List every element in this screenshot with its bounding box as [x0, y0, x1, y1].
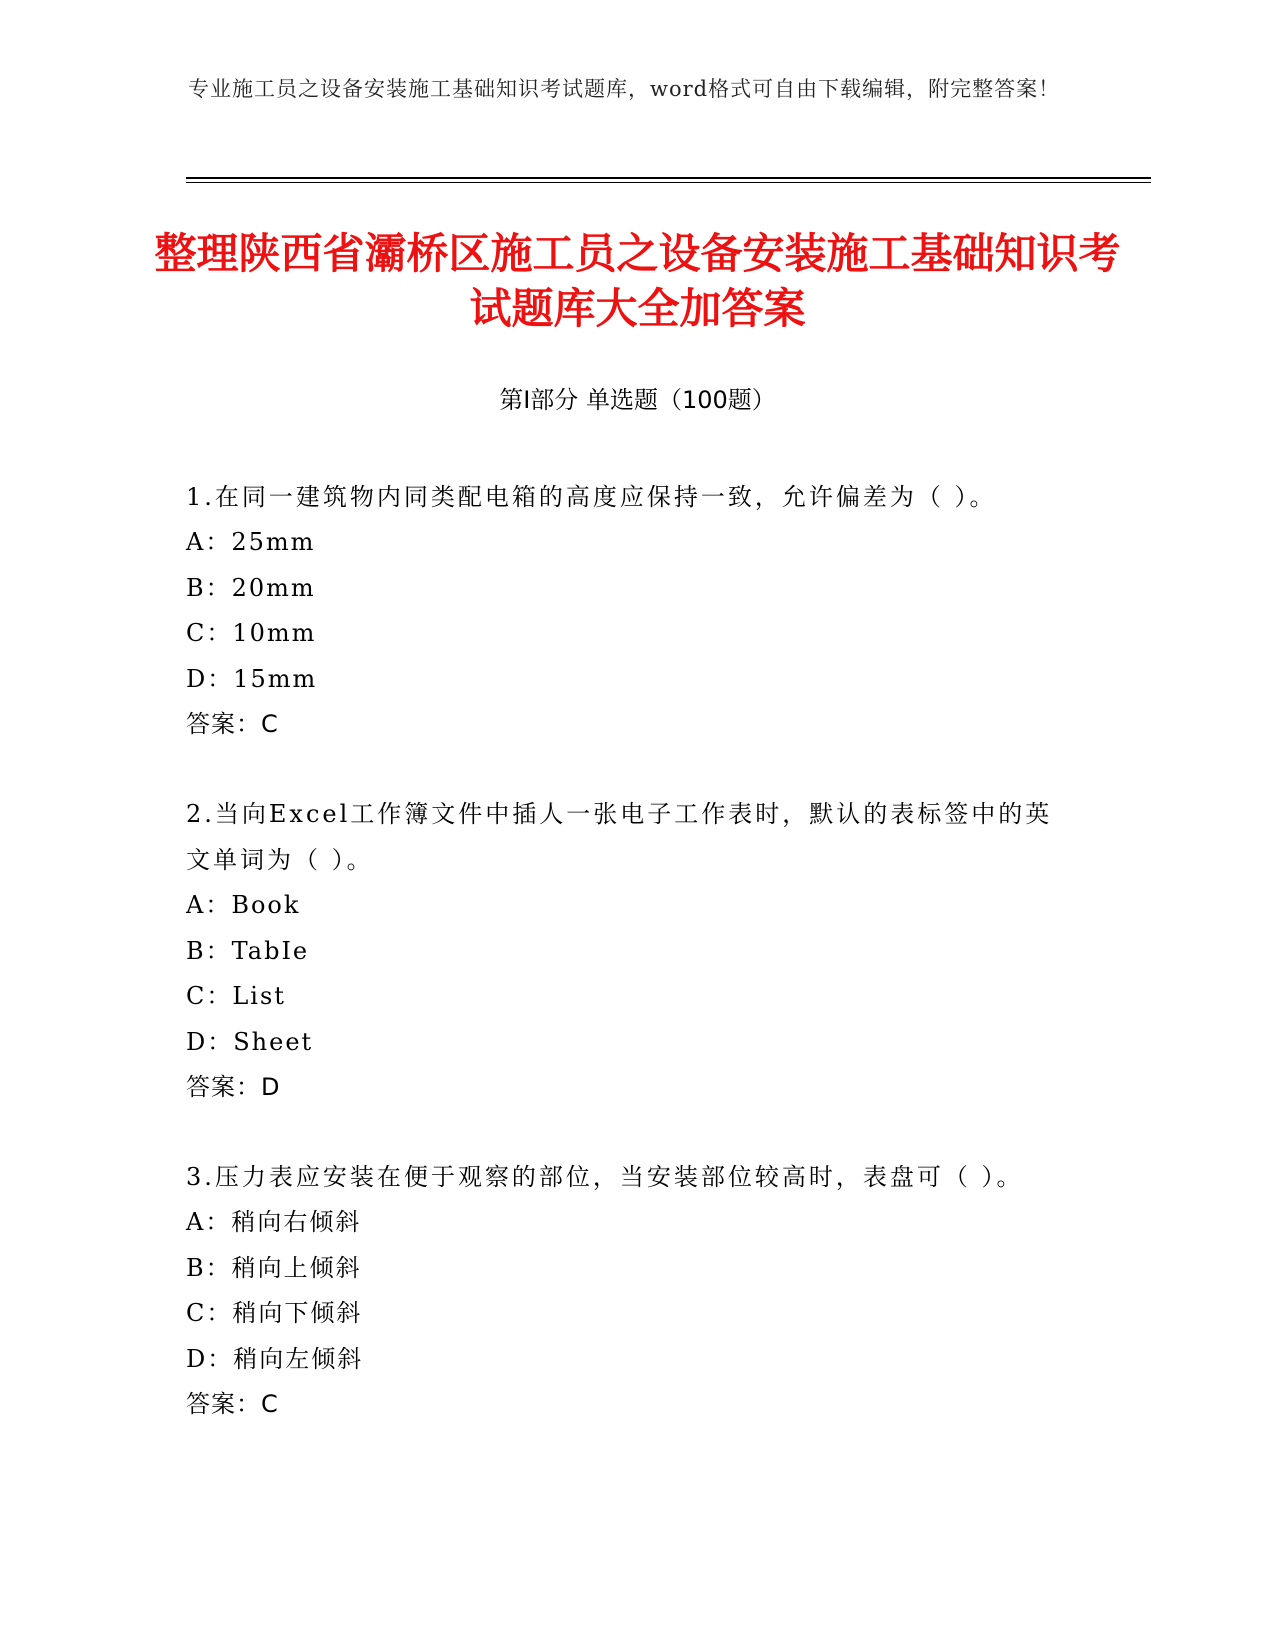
option-b: B：20mm	[186, 573, 316, 602]
option-a: A：25mm	[186, 528, 316, 556]
answer-line: 答案：C	[186, 710, 279, 738]
answer-line: 答案：C	[186, 1390, 279, 1418]
option-c: C：稍向下倾斜	[186, 1299, 363, 1327]
question-list	[186, 474, 1066, 1471]
option-d: D：15mm	[186, 664, 318, 693]
option-b: B：稍向上倾斜	[186, 1253, 362, 1282]
option-d: D：稍向左倾斜	[186, 1344, 364, 1373]
question-1	[186, 474, 1066, 747]
option-a: A：Book	[186, 891, 301, 919]
option-b: B：TabIe	[186, 936, 310, 965]
option-d: D：Sheet	[186, 1027, 314, 1056]
header-divider-thin	[186, 182, 1151, 183]
question-2	[186, 791, 1066, 1110]
question-stem: 2.当向Excel工作簿文件中插人一张电子工作表时，默认的表标签中的英文单词为（ ）。	[186, 800, 1053, 874]
answer-line: 答案：D	[186, 1073, 281, 1101]
option-a: A：稍向右倾斜	[186, 1208, 362, 1236]
header-note: 专业施工员之设备安装施工基础知识考试题库，word格式可自由下载编辑，附完整答案！	[188, 77, 1061, 101]
question-stem: 1.在同一建筑物内同类配电箱的高度应保持一致，允许偏差为（ ）。	[186, 483, 997, 511]
document-title: 整理陕西省灞桥区施工员之设备安装施工基础知识考试题库大全加答案	[154, 229, 1121, 333]
option-c: C：List	[186, 982, 286, 1010]
section-title: 第Ⅰ部分 单选题（100题）	[499, 386, 776, 414]
header-divider-thick	[186, 177, 1151, 179]
question-stem: 3.压力表应安装在便于观察的部位，当安装部位较高时，表盘可（ ）。	[186, 1163, 1024, 1191]
question-3	[186, 1154, 1066, 1427]
option-c: C：10mm	[186, 619, 317, 647]
